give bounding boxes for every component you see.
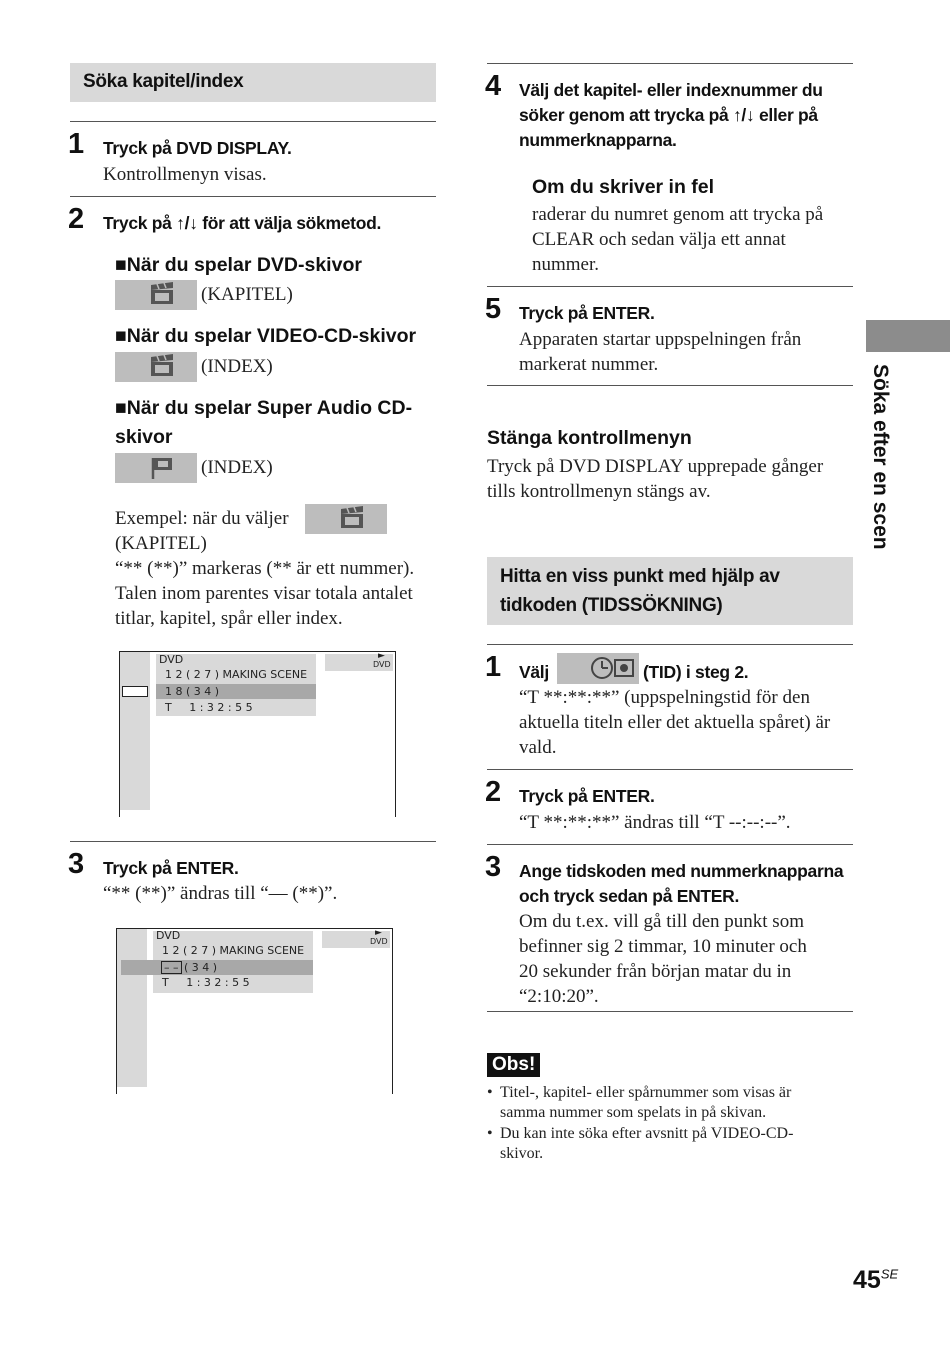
divider <box>487 644 853 645</box>
vcd-subheading: ■När du spelar VIDEO-CD-skivor <box>115 325 417 347</box>
step-body: raderar du numret genom att trycka på <box>532 204 824 225</box>
divider <box>487 286 853 287</box>
section-title: Hitta en viss punkt med hjälp av <box>500 566 780 587</box>
divider <box>70 196 436 197</box>
step-heading: Tryck på ENTER. <box>103 858 239 878</box>
index-flag-icon <box>115 453 197 483</box>
example-text: Exempel: när du väljer <box>115 508 289 529</box>
step-heading: Ange tidskoden med nummerknapparna <box>519 861 844 881</box>
step-body: befinner sig 2 timmar, 10 minuter och <box>519 936 807 957</box>
sacd-label: (INDEX) <box>201 457 273 478</box>
control-menu-screen <box>116 928 393 1094</box>
screen-line: T 1 : 3 2 : 5 5 <box>162 976 250 989</box>
screen-line: 1 8 ( 3 4 ) <box>165 685 220 698</box>
step-body: vald. <box>519 737 557 758</box>
step-body: Apparaten startar uppspelningen från <box>519 329 802 350</box>
close-menu-body: Tryck på DVD DISPLAY upprepade gånger <box>487 456 824 477</box>
selection-box <box>122 686 148 697</box>
divider <box>487 844 853 845</box>
step-body: “T **:**:**” (uppspelningstid för den <box>519 687 810 708</box>
screen-line: 1 2 ( 2 7 ) MAKING SCENE <box>165 668 308 681</box>
divider <box>70 841 436 842</box>
side-tab-label: Söka efter en scen <box>869 364 892 550</box>
step-body: Kontrollmenyn visas. <box>103 164 267 185</box>
vcd-label: (INDEX) <box>201 356 273 377</box>
sacd-subheading-cont: skivor <box>115 426 173 448</box>
page-number-value: 45 <box>853 1266 881 1294</box>
section-title: tidkoden (TIDSSÖKNING) <box>500 595 723 616</box>
clock-time-icon <box>557 653 639 684</box>
example-text: titlar, kapitel, spår eller index. <box>115 608 343 629</box>
step-heading: Tryck på DVD DISPLAY. <box>103 138 292 158</box>
example-text: “** (**)” markeras (** är ett nummer). <box>115 558 415 579</box>
step-number: 1 <box>68 128 85 160</box>
note-text: Titel-, kapitel- eller spårnummer som visas är <box>500 1084 792 1101</box>
screen-entry-box: – – <box>161 961 182 974</box>
screen-disc-type: DVD <box>156 929 181 942</box>
step-number: 3 <box>68 848 85 880</box>
bullet-icon: • <box>487 1084 493 1101</box>
play-arrow-icon: ► <box>375 928 382 938</box>
sacd-subheading: ■När du spelar Super Audio CD- <box>115 397 413 419</box>
step-number: 3 <box>485 851 502 883</box>
screen-disc-type: DVD <box>159 653 184 666</box>
step-number: 1 <box>485 651 502 683</box>
section-title: Söka kapitel/index <box>83 71 244 92</box>
section-banner-time-search <box>487 557 853 625</box>
subheading-error: Om du skriver in fel <box>532 176 715 198</box>
divider <box>487 63 853 64</box>
divider <box>487 385 853 386</box>
step-body: CLEAR och sedan välja ett annat <box>532 229 786 250</box>
control-menu-screen <box>119 651 396 817</box>
chapter-clapper-icon <box>115 280 197 310</box>
step-body: nummer. <box>532 254 600 275</box>
screen-left-bar <box>117 929 147 1087</box>
note-badge: Obs! <box>487 1053 540 1077</box>
step-number: 2 <box>68 203 85 235</box>
play-arrow-icon: ► <box>378 651 385 661</box>
step-heading: nummerknapparna. <box>519 130 677 150</box>
step-body: markerat nummer. <box>519 354 659 375</box>
step-heading: (TID) i steg 2. <box>643 662 749 682</box>
example-text: Talen inom parentes visar totala antalet <box>115 583 413 604</box>
screen-tab-label: DVD <box>373 660 391 669</box>
index-clapper-icon <box>115 352 197 382</box>
close-menu-body: tills kontrollmenyn stängs av. <box>487 481 711 502</box>
screen-line: T 1 : 3 2 : 5 5 <box>165 701 253 714</box>
page-number-suffix: SE <box>880 1266 899 1282</box>
step-body: 20 sekunder från början matar du in <box>519 961 792 982</box>
screen-line: ( 3 4 ) <box>184 961 218 974</box>
section-banner-search-chapter <box>70 63 436 102</box>
step-heading: Välj det kapitel- eller indexnummer du <box>519 80 823 100</box>
step-heading: Tryck på ENTER. <box>519 786 655 806</box>
page-number <box>853 1266 898 1295</box>
divider <box>487 769 853 770</box>
step-heading: söker genom att trycka på ↑/↓ eller på <box>519 105 818 125</box>
note-text: samma nummer som spelats in på skivan. <box>500 1104 767 1121</box>
dvd-label: (KAPITEL) <box>201 284 293 305</box>
chapter-clapper-icon <box>305 504 387 534</box>
screen-line: 1 2 ( 2 7 ) MAKING SCENE <box>162 944 305 957</box>
step-number: 2 <box>485 776 502 808</box>
side-tab-marker <box>866 320 950 352</box>
note-text: skivor. <box>500 1145 544 1162</box>
step-number: 4 <box>485 70 502 102</box>
close-menu-heading: Stänga kontrollmenyn <box>487 427 692 449</box>
bullet-icon: • <box>487 1125 493 1142</box>
divider <box>70 121 436 122</box>
step-heading: Tryck på ↑/↓ för att välja sökmetod. <box>103 213 382 233</box>
screen-left-bar <box>120 652 150 810</box>
example-text: (KAPITEL) <box>115 533 207 554</box>
step-heading: Tryck på ENTER. <box>519 303 655 323</box>
divider <box>487 1011 853 1012</box>
note-text: Du kan inte söka efter avsnitt på VIDEO-CD- <box>500 1125 794 1142</box>
step-heading: och tryck sedan på ENTER. <box>519 886 740 906</box>
step-body: “2:10:20”. <box>519 986 599 1007</box>
step-heading: Välj <box>519 662 549 682</box>
dvd-subheading: ■När du spelar DVD-skivor <box>115 254 362 276</box>
screen-tab-label: DVD <box>370 937 388 946</box>
step-body: “T **:**:**” ändras till “T --:--:--”. <box>519 812 791 833</box>
step-body: “** (**)” ändras till “— (**)”. <box>103 883 338 904</box>
step-number: 5 <box>485 293 502 325</box>
step-body: Om du t.ex. vill gå till den punkt som <box>519 911 804 932</box>
step-body: aktuella titeln eller det aktuella spåret) är <box>519 712 831 733</box>
